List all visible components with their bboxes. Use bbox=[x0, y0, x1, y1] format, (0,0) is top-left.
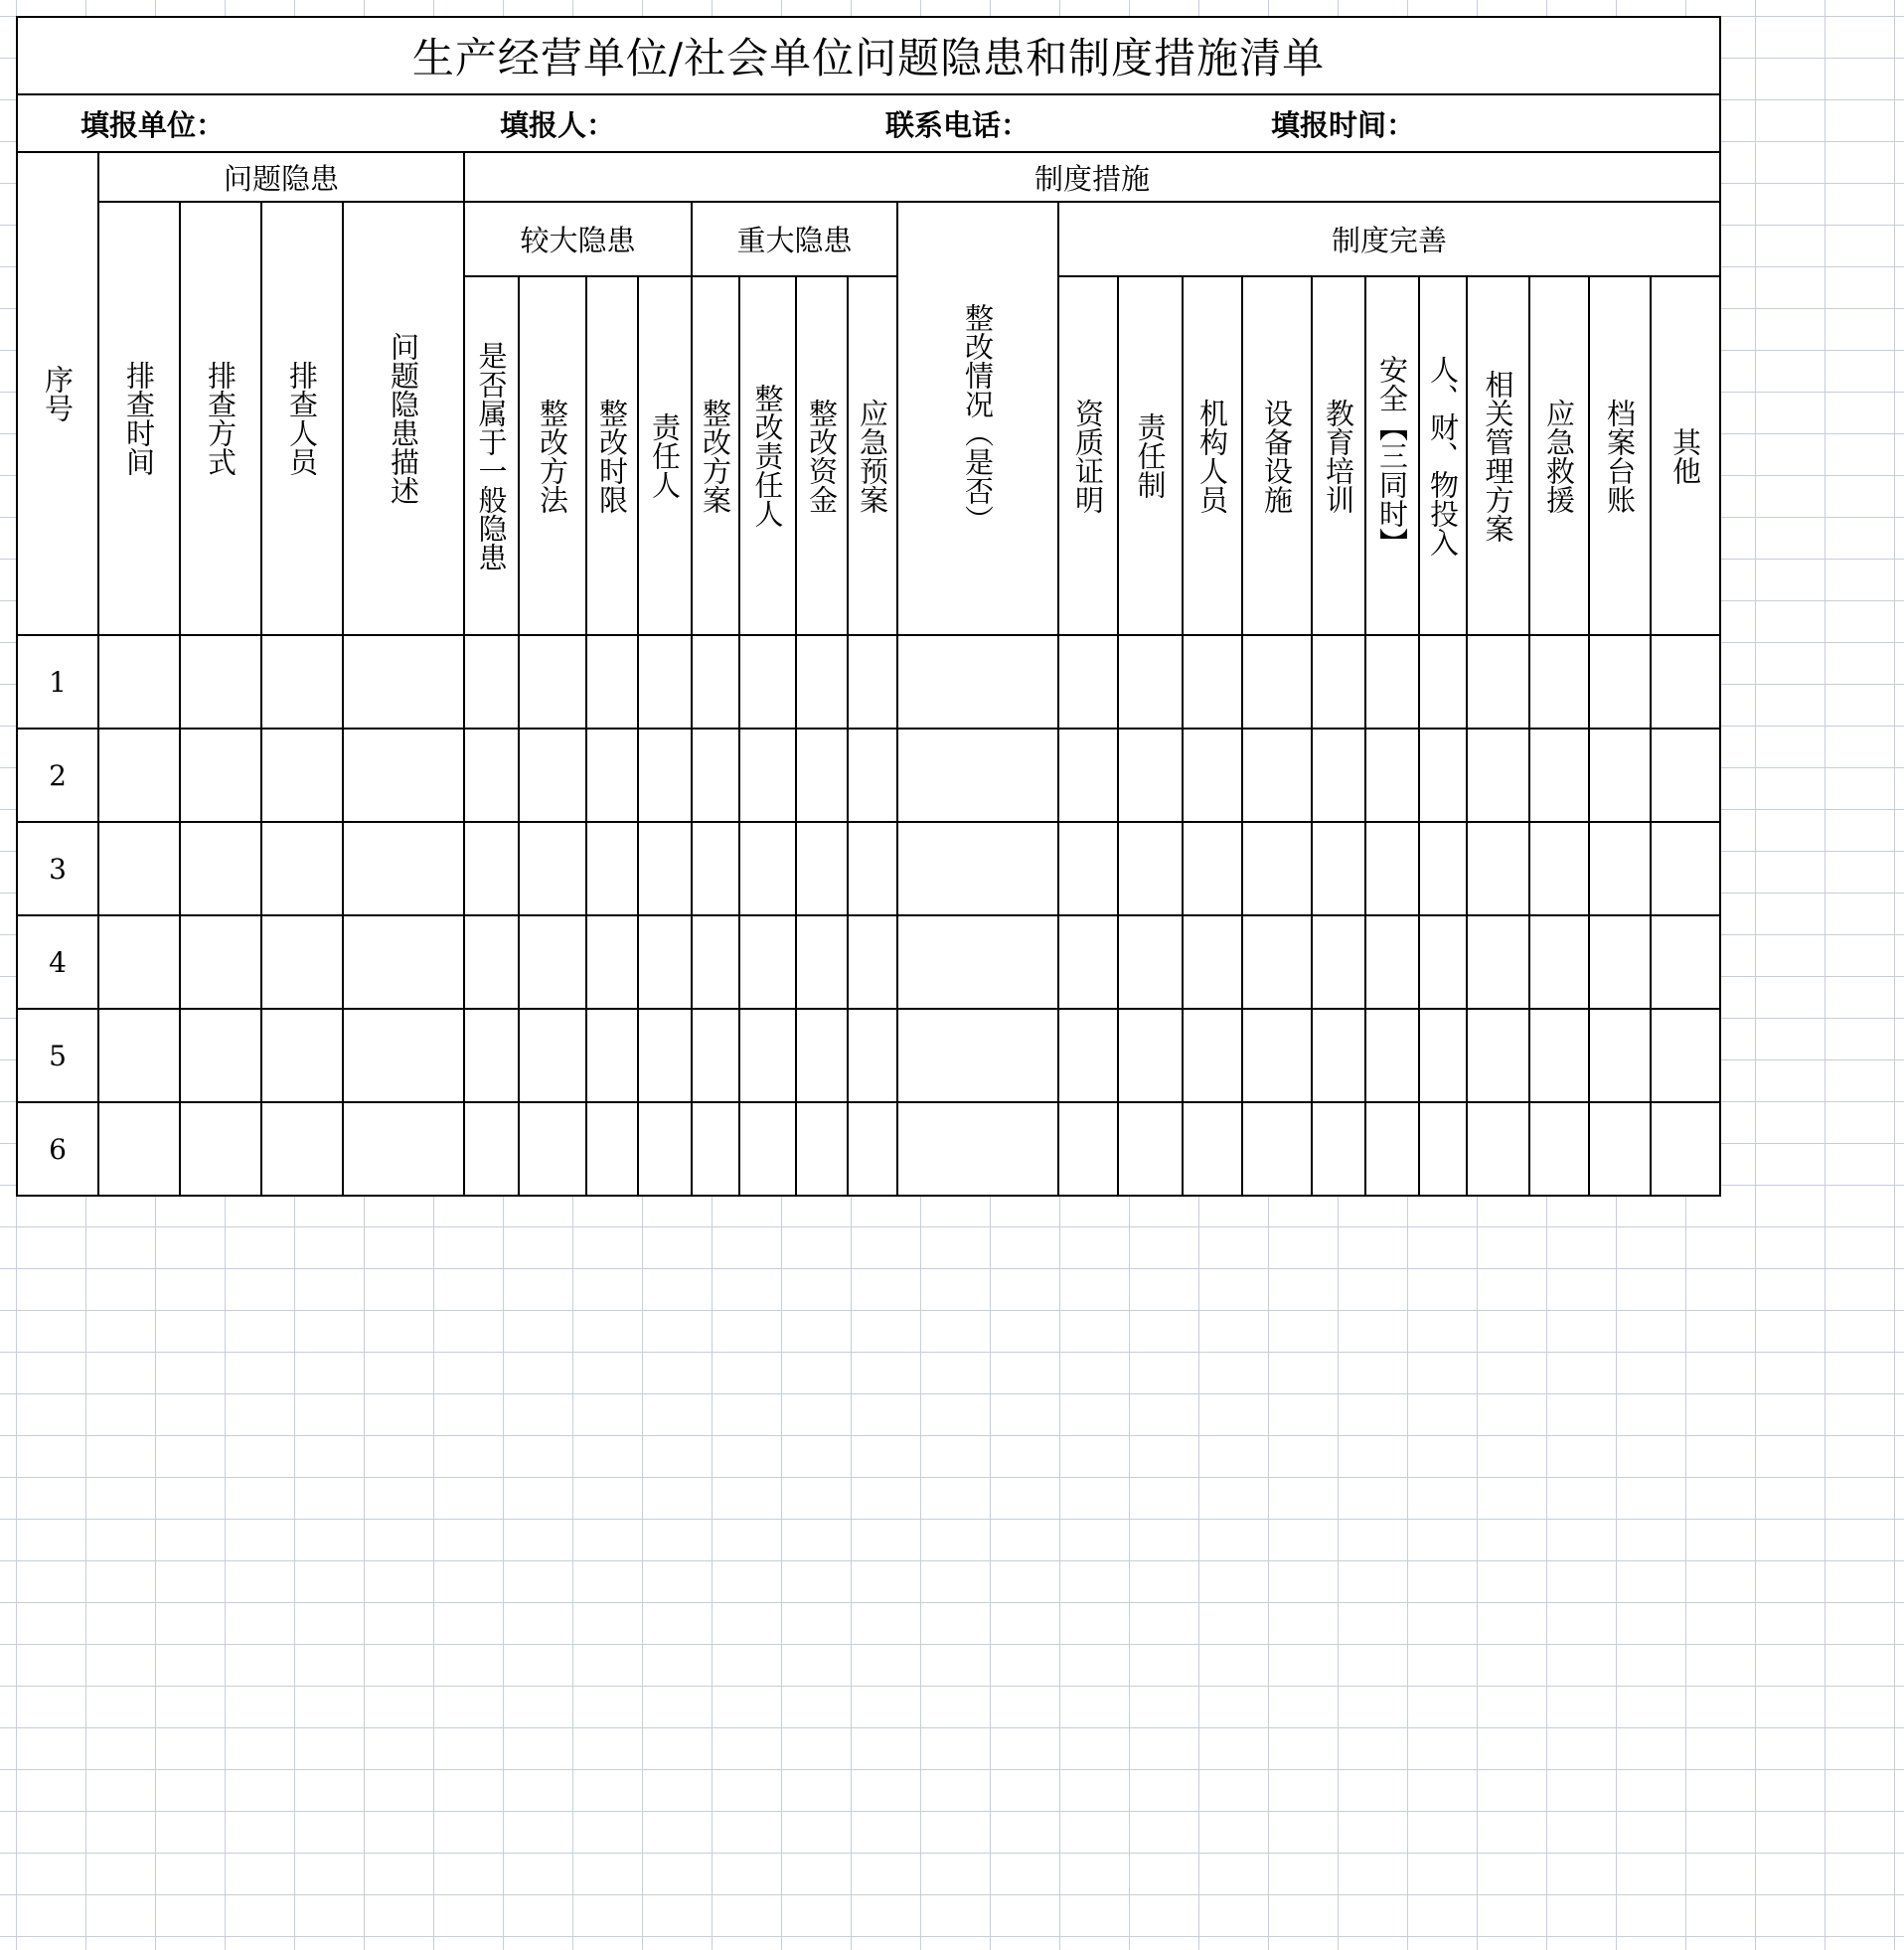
header-system-improve: 制度完善 bbox=[1058, 202, 1720, 276]
header-investment: 人、财、物投入 bbox=[1419, 276, 1467, 635]
header-fix-responsible: 整改责任人 bbox=[739, 276, 796, 635]
row-number: 5 bbox=[17, 1009, 98, 1102]
info-row bbox=[17, 94, 1720, 152]
header-responsible: 责任人 bbox=[638, 276, 692, 635]
header-check-person: 排查人员 bbox=[261, 202, 343, 635]
fill-time-label: 填报时间： bbox=[1271, 107, 1416, 142]
header-fix-plan: 整改方案 bbox=[692, 276, 739, 635]
header-description: 问题隐患描述 bbox=[343, 202, 464, 635]
header-check-method: 排查方式 bbox=[180, 202, 261, 635]
header-problem-group: 问题隐患 bbox=[98, 152, 464, 202]
contact-phone-label: 联系电话： bbox=[885, 107, 1031, 142]
table-row bbox=[17, 729, 1720, 822]
row-number: 1 bbox=[17, 635, 98, 729]
table-row bbox=[17, 822, 1720, 915]
header-related-plan: 相关管理方案 bbox=[1467, 276, 1529, 635]
row-number: 2 bbox=[17, 729, 98, 822]
table-row bbox=[17, 915, 1720, 1009]
header-fix-method: 整改方法 bbox=[519, 276, 586, 635]
header-check-time: 排查时间 bbox=[98, 202, 180, 635]
page-title: 生产经营单位/社会单位问题隐患和制度措施清单 bbox=[17, 17, 1720, 94]
row-number: 3 bbox=[17, 822, 98, 915]
fill-person-label: 填报人： bbox=[500, 107, 616, 142]
row-number: 4 bbox=[17, 915, 98, 1009]
header-equipment: 设备设施 bbox=[1242, 276, 1312, 635]
header-archive: 档案台账 bbox=[1589, 276, 1651, 635]
header-emergency-plan: 应急预案 bbox=[848, 276, 897, 635]
header-other: 其他 bbox=[1651, 276, 1720, 635]
header-larger-hazard: 较大隐患 bbox=[464, 202, 692, 276]
header-is-general: 是否属于一般隐患 bbox=[464, 276, 519, 635]
header-qualification: 资质证明 bbox=[1058, 276, 1118, 635]
header-safety-three-same: 安全【三同时】 bbox=[1365, 276, 1419, 635]
table-row bbox=[17, 1009, 1720, 1102]
hazard-list-table bbox=[16, 16, 1721, 1197]
header-emergency-rescue: 应急救援 bbox=[1529, 276, 1589, 635]
table-row bbox=[17, 635, 1720, 729]
header-responsibility-system: 责任制 bbox=[1118, 276, 1183, 635]
table-row bbox=[17, 1102, 1720, 1196]
header-seq: 序号 bbox=[17, 152, 98, 635]
header-major-hazard: 重大隐患 bbox=[692, 202, 897, 276]
header-org-staff: 机构人员 bbox=[1183, 276, 1242, 635]
row-number: 6 bbox=[17, 1102, 98, 1196]
header-fix-deadline: 整改时限 bbox=[586, 276, 638, 635]
header-fix-funds: 整改资金 bbox=[796, 276, 848, 635]
header-measure-group: 制度措施 bbox=[464, 152, 1720, 202]
header-rectify-status: 整改情况（是否） bbox=[897, 202, 1058, 635]
fill-unit-label: 填报单位： bbox=[80, 107, 226, 142]
header-education: 教育培训 bbox=[1312, 276, 1365, 635]
